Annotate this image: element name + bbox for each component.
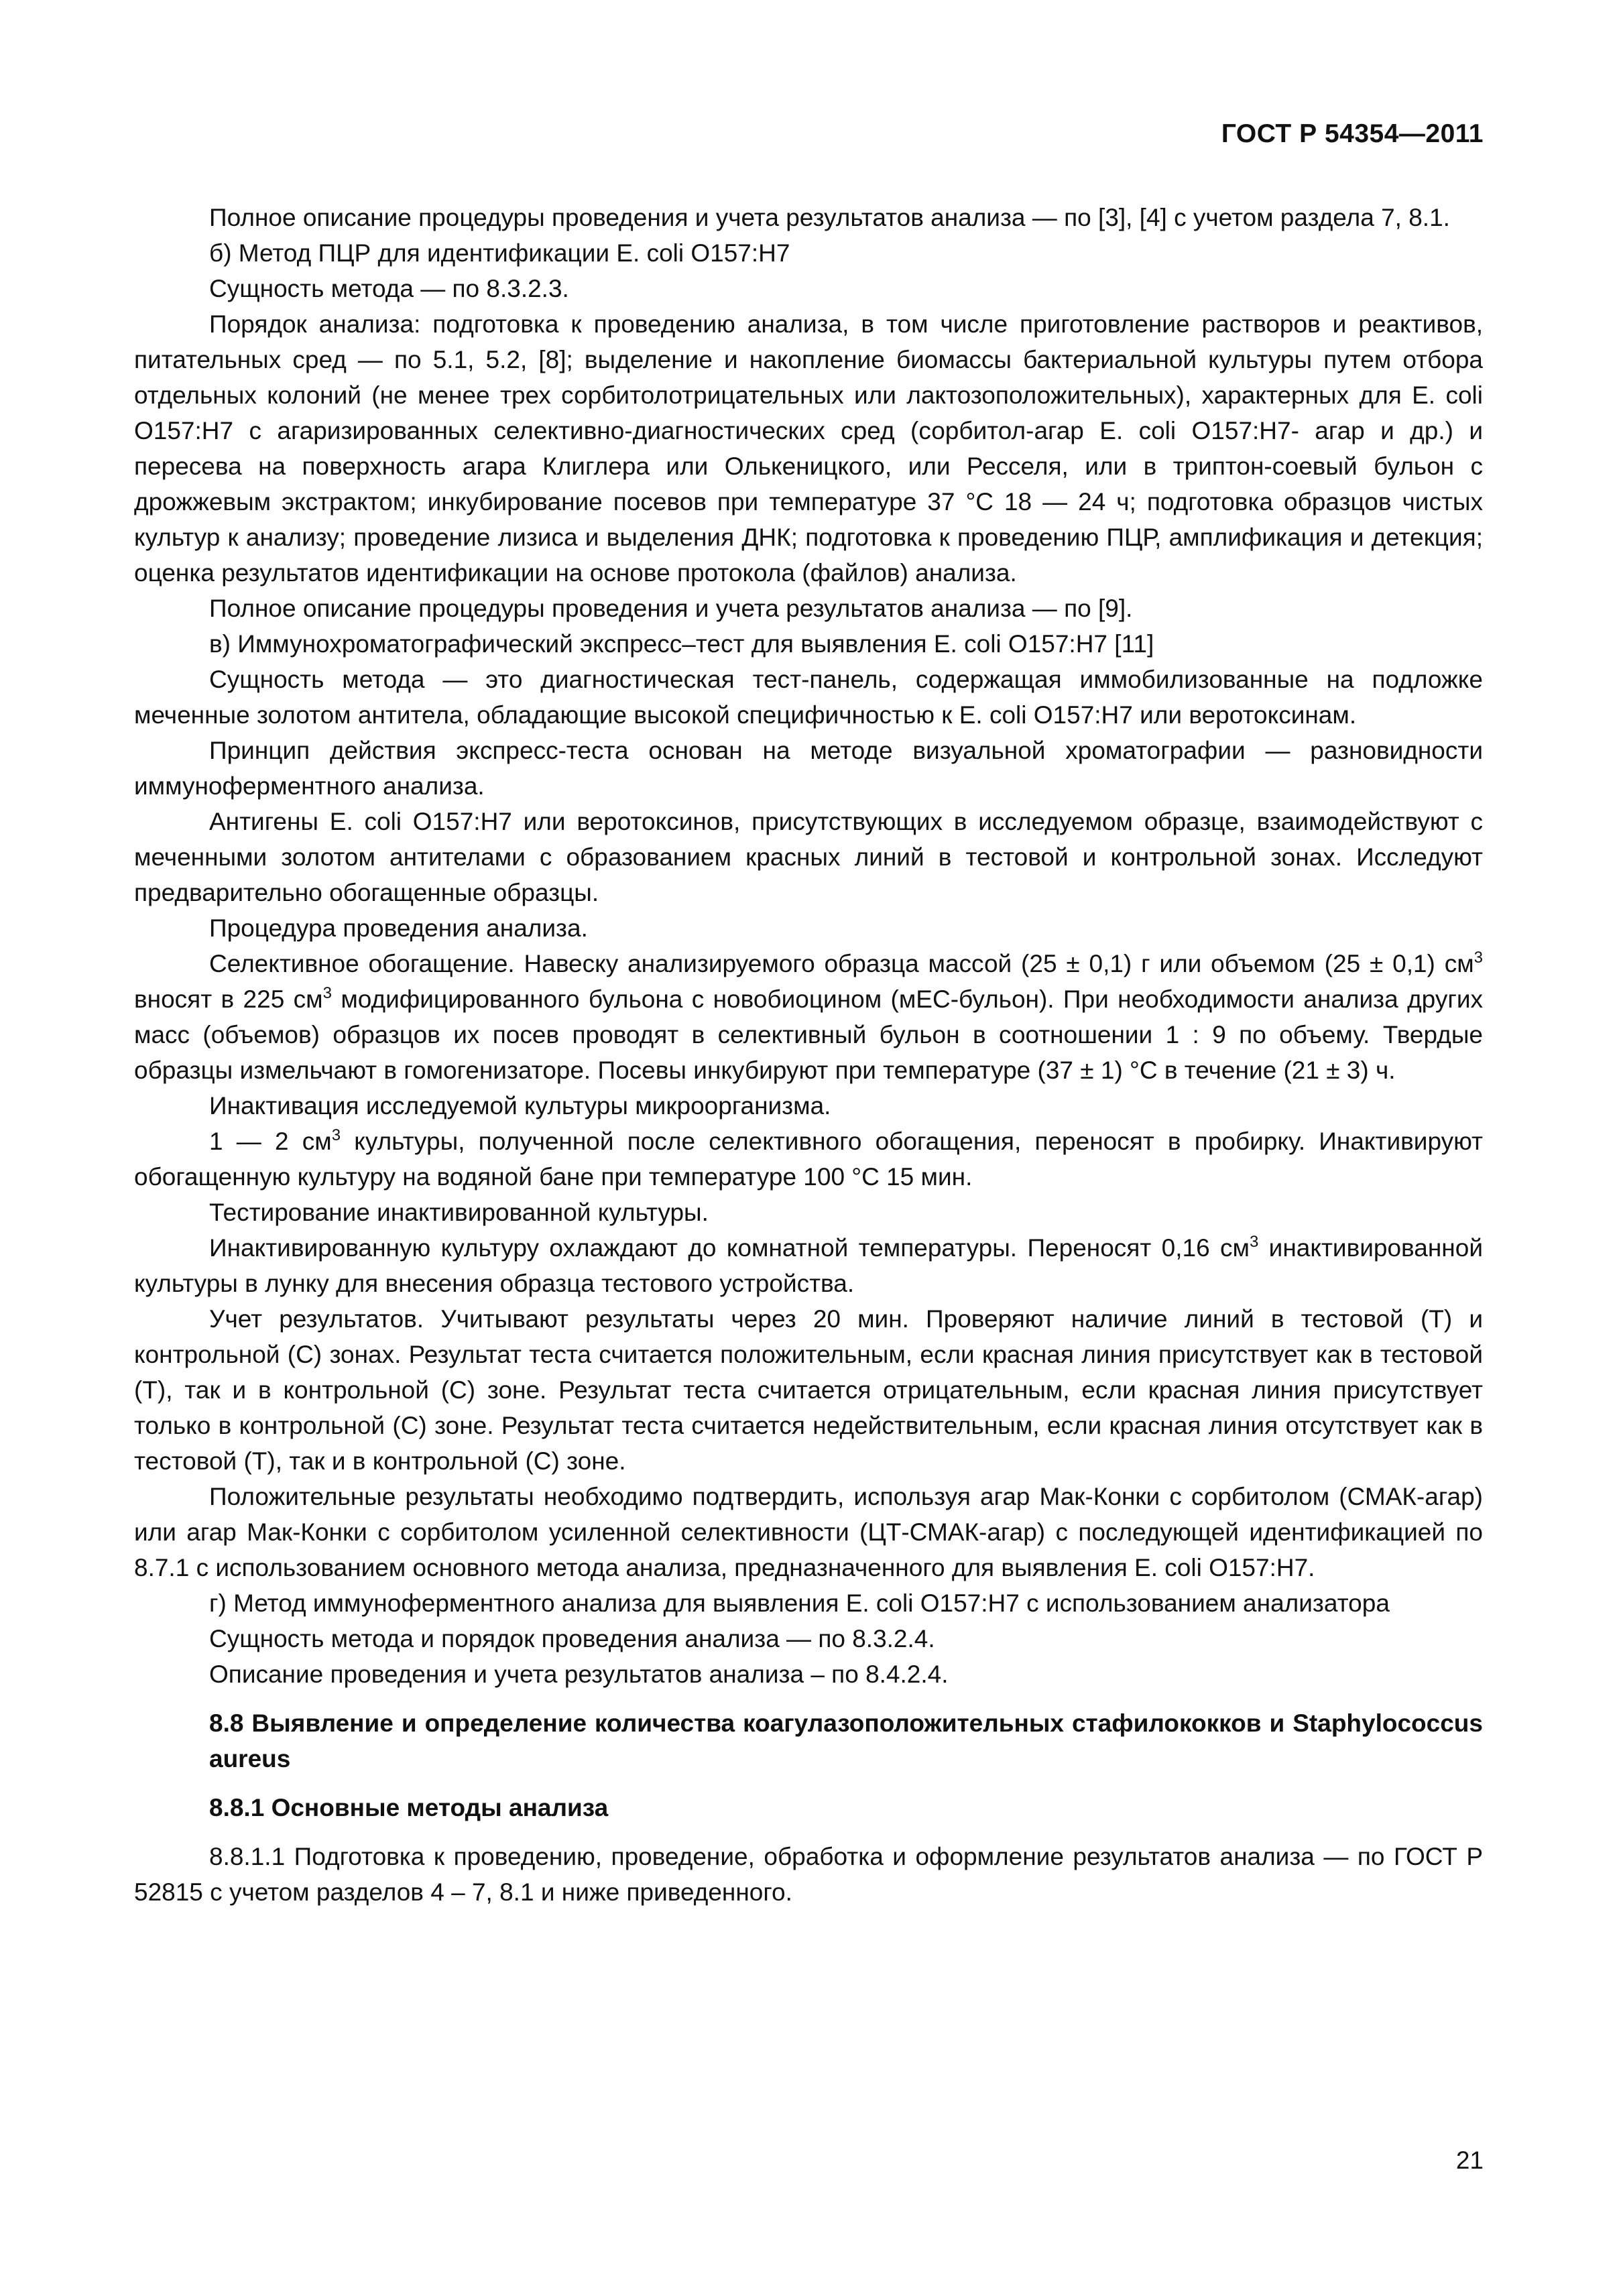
paragraph: Процедура проведения анализа. <box>209 914 588 942</box>
paragraph: г) Метод иммуноферментного анализа для выявления E. coli O157:H7 с использованием анализатора <box>209 1589 1390 1617</box>
text-run: Селективное обогащение. Навеску анализируемого образца массой (25 ± 0,1) г или объемом (25 ± 0,1) см <box>209 950 1474 977</box>
paragraph: Принцип действия экспресс-теста основан на методе визуальной хроматографии — разновидности иммуноферментного анализа. <box>134 737 1483 800</box>
subsection-heading: 8.8.1 Основные методы анализа <box>209 1794 609 1821</box>
paragraph <box>134 1230 1483 1301</box>
paragraph: Антигены E. coli O157:H7 или веротоксинов, присутствующих в исследуемом образце, взаимодействуют с меченными золотом антителами с образованием красных линий в тестовой и контрольной зонах. Исследуют предварительно обогащенные образцы. <box>134 808 1483 906</box>
paragraph: Инактивация исследуемой культуры микроорганизма. <box>209 1092 831 1120</box>
text-run: инактивированной культуры в лунку для внесения образца тестового устройства. <box>134 1234 1483 1297</box>
paragraph: Порядок анализа: подготовка к проведению анализа, в том числе приготовление растворов и реактивов, питательных сред — по 5.1, 5.2, [8]; выделение и накопление биомассы бактериальной культуры путем отбора отдельных колоний (не менее трех сорбитолотрицательных или лактозоположительных), характерных для E. coli O157:H7 с агаризированных селективно-диагностических сред (сорбитол-агар E. coli O157:H7- агар и др.) и пересева на поверхность агара Клиглера или Олькеницкого, или Ресселя, или в триптон-соевый бульон с дрожжевым экстрактом; инкубирование посевов при температуре 37 °С 18 — 24 ч; подготовка образцов чистых культур к анализу; проведение лизиса и выделения ДНК; подготовка к проведению ПЦР, амплификация и детекция; оценка результатов идентификации на основе протокола (файлов) анализа. <box>134 310 1483 587</box>
paragraph: Полное описание процедуры проведения и учета результатов анализа — по [9]. <box>209 595 1133 622</box>
document-code: ГОСТ Р 54354—2011 <box>1221 119 1484 148</box>
text-run: вносят в 225 см <box>134 985 323 1013</box>
paragraph: Сущность метода — это диагностическая тест-панель, содержащая иммобилизованные на подложке меченные золотом антитела, обладающие высокой специфичностью к E. coli O157:H7 или веротоксинам. <box>134 666 1483 729</box>
superscript: 3 <box>331 1126 341 1144</box>
page-number: 21 <box>1455 2147 1484 2174</box>
paragraph: Сущность метода — по 8.3.2.3. <box>209 275 569 302</box>
paragraph <box>134 1124 1483 1195</box>
text-run: 1 — 2 см <box>209 1128 332 1155</box>
paragraph: в) Иммунохроматографический экспресс–тест для выявления E. coli O157:H7 [11] <box>209 630 1154 658</box>
text-run: Инактивированную культуру охлаждают до комнатной температуры. Переносят 0,16 см <box>209 1234 1250 1262</box>
section-heading: 8.8 Выявление и определение количества коагулазоположительных стафилококков и Staphylococcus aureus <box>209 1709 1483 1772</box>
paragraph: 8.8.1.1 Подготовка к проведению, проведение, обработка и оформление результатов анализа — по ГОСТ Р 52815 с учетом разделов 4 – 7, 8.1 и ниже приведенного. <box>134 1843 1483 1906</box>
paragraph <box>134 946 1483 1088</box>
superscript: 3 <box>1249 1233 1259 1251</box>
text-run: модифицированного бульона с новобиоцином (мЕС-бульон). При необходимости анализа других масс (объемов) образцов их посев проводят в селективный бульон в соотношении 1 : 9 по объему. Твердые образцы измельчают в гомогенизаторе. Посевы инкубируют при температуре (37 ± 1) °С в течение (21 ± 3) ч. <box>134 985 1483 1084</box>
paragraph: Положительные результаты необходимо подтвердить, используя агар Мак-Конки с сорбитолом (СМАК-агар) или агар Мак-Конки с сорбитолом усиленной селективности (ЦТ-СМАК-агар) с последующей идентификацией по 8.7.1 с использованием основного метода анализа, предназначенного для выявления E. coli O157:H7. <box>134 1483 1483 1581</box>
document-body <box>134 200 1483 1910</box>
paragraph: Учет результатов. Учитывают результаты через 20 мин. Проверяют наличие линий в тестовой (Т) и контрольной (С) зонах. Результат теста считается положительным, если красная линия присутствует как в тестовой (Т), так и в контрольной (С) зоне. Результат теста считается отрицательным, если красная линия присутствует только в контрольной (С) зоне. Результат теста считается недействительным, если красная линия отсутствует как в тестовой (Т), так и в контрольной (С) зоне. <box>134 1305 1483 1475</box>
text-run: культуры, полученной после селективного обогащения, переносят в пробирку. Инактивируют обогащенную культуру на водяной бане при температуре 100 °С 15 мин. <box>134 1128 1483 1191</box>
paragraph: б) Метод ПЦР для идентификации E. coli O157:H7 <box>209 239 790 267</box>
paragraph: Описание проведения и учета результатов анализа – по 8.4.2.4. <box>209 1660 949 1688</box>
superscript: 3 <box>1474 949 1483 967</box>
superscript: 3 <box>322 984 332 1002</box>
paragraph: Тестирование инактивированной культуры. <box>209 1199 709 1226</box>
paragraph: Сущность метода и порядок проведения анализа — по 8.3.2.4. <box>209 1625 935 1652</box>
paragraph: Полное описание процедуры проведения и учета результатов анализа — по [3], [4] с учетом раздела 7, 8.1. <box>209 204 1450 231</box>
